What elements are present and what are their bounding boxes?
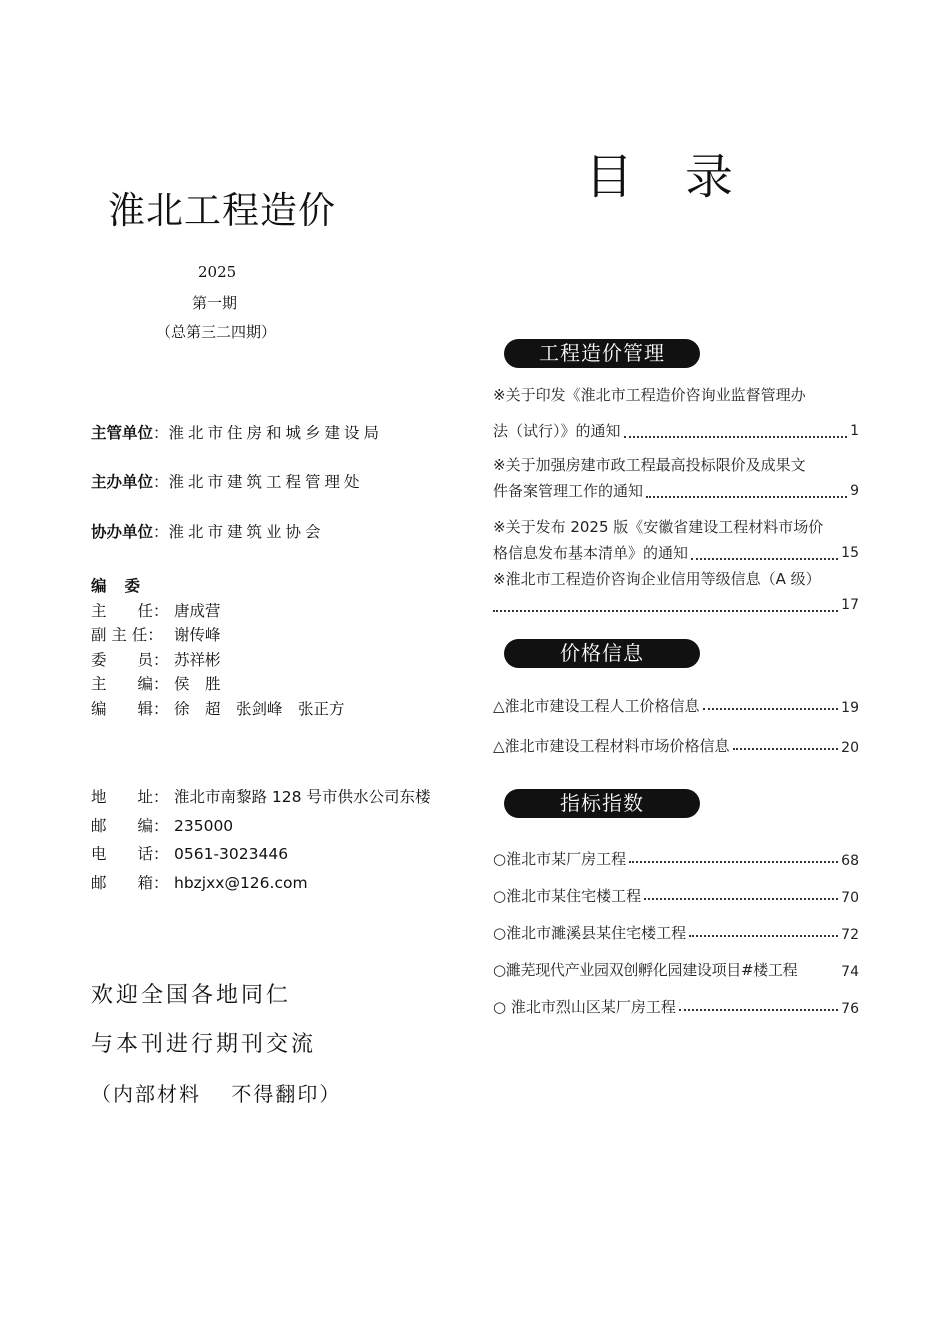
unit-row-co-organizer	[91, 520, 325, 542]
member-role: 主 编：	[91, 675, 169, 694]
toc-item-text: ○濉芜现代产业园双创孵化园建设项目#楼工程	[493, 961, 798, 979]
toc-item[interactable]	[493, 730, 859, 756]
contact-key: 邮 编：	[91, 816, 169, 835]
toc-item[interactable]	[493, 880, 859, 906]
toc-page-number: 17	[841, 597, 859, 613]
welcome-line-2: 与本刊进行期刊交流	[91, 1032, 317, 1057]
unit-label: 主管单位	[91, 424, 154, 442]
toc-leader	[691, 558, 838, 560]
contact-postcode	[91, 812, 430, 841]
contact-info	[91, 783, 430, 897]
member-name: 谢传峰	[174, 626, 221, 645]
section-heading-cost-management: 工程造价管理	[504, 339, 700, 368]
editorial-member	[91, 623, 345, 648]
toc-page-number: 72	[841, 927, 859, 943]
toc-item[interactable]	[493, 843, 859, 869]
editorial-member	[91, 599, 345, 624]
toc-item-text: ※淮北市工程造价咨询企业信用等级信息（A 级）	[493, 570, 821, 588]
issue-year: 2025	[198, 263, 237, 281]
contact-value: hbzjxx@126.com	[174, 873, 308, 892]
toc-item[interactable]	[493, 954, 859, 980]
toc-page-number: 19	[841, 700, 859, 716]
toc-leader	[493, 610, 838, 612]
member-role: 编 辑：	[91, 699, 169, 718]
member-name: 侯 胜	[174, 675, 221, 694]
toc-page-number: 1	[850, 423, 859, 439]
toc-item[interactable]	[493, 452, 859, 504]
toc-leader	[679, 1009, 838, 1011]
toc-item-text: ※关于加强房建市政工程最高投标限价及成果文	[493, 456, 806, 474]
toc-section-indices	[493, 843, 859, 1017]
unit-label: 协办单位	[91, 523, 154, 541]
toc-item[interactable]	[493, 991, 859, 1017]
magazine-title: 淮北工程造价	[108, 189, 336, 232]
editorial-member	[91, 648, 345, 673]
toc-page-number: 74	[841, 964, 859, 980]
toc-leader	[624, 436, 848, 438]
toc-section-cost-management	[493, 382, 859, 618]
toc-item-text: ○淮北市某住宅楼工程	[493, 887, 642, 905]
toc-page-number: 15	[841, 545, 859, 561]
editorial-member	[91, 697, 345, 722]
toc-page-number: 68	[841, 853, 859, 869]
unit-label: 主办单位	[91, 473, 154, 491]
unit-value: 淮北市建筑工程管理处	[168, 473, 364, 491]
member-name: 徐 超 张剑峰 张正方	[174, 699, 345, 718]
toc-item-text: ※关于印发《淮北市工程造价咨询业监督管理办	[493, 386, 806, 404]
editorial-board	[91, 574, 345, 722]
toc-page-number: 70	[841, 890, 859, 906]
welcome-line-1: 欢迎全国各地同仁	[91, 983, 292, 1008]
unit-separator: ：	[153, 523, 169, 541]
toc-item[interactable]	[493, 514, 859, 566]
toc-leader	[733, 748, 839, 750]
welcome-line-3: （内部材料 不得翻印）	[91, 1082, 342, 1106]
toc-item-text: ○ 淮北市烈山区某厂房工程	[493, 998, 676, 1016]
unit-value: 淮北市住房和城乡建设局	[168, 424, 384, 442]
total-issue-number: （总第三二四期）	[156, 323, 277, 341]
contact-key: 邮 箱：	[91, 873, 169, 892]
member-name: 苏祥彬	[174, 650, 221, 669]
unit-row-supervisor	[91, 421, 383, 443]
section-heading-price-info: 价格信息	[504, 639, 700, 668]
toc-item-text: ※关于发布 2025 版《安徽省建设工程材料市场价	[493, 518, 824, 536]
toc-title: 目录	[585, 149, 786, 205]
member-role: 委 员：	[91, 650, 169, 669]
member-name: 唐成营	[174, 601, 221, 620]
toc-item-text: 格信息发布基本清单》的通知	[493, 544, 689, 562]
contact-phone	[91, 840, 430, 869]
toc-item-text: ○淮北市某厂房工程	[493, 850, 627, 868]
toc-item[interactable]	[493, 382, 859, 444]
toc-leader	[644, 898, 838, 900]
toc-item-text: ○淮北市濉溪县某住宅楼工程	[493, 924, 687, 942]
toc-page-number: 20	[841, 740, 859, 756]
toc-leader	[689, 935, 838, 937]
toc-item[interactable]	[493, 917, 859, 943]
toc-page-number: 9	[850, 483, 859, 499]
contact-address	[91, 783, 430, 812]
toc-item-text: 件备案管理工作的通知	[493, 482, 644, 500]
toc-leader	[629, 861, 838, 863]
contact-email	[91, 869, 430, 898]
member-role: 副 主 任：	[91, 626, 163, 645]
contact-value: 235000	[174, 816, 234, 835]
toc-item[interactable]	[493, 566, 859, 618]
section-heading-indices: 指标指数	[504, 789, 700, 818]
contact-key: 电 话：	[91, 845, 169, 863]
toc-page-number: 76	[841, 1001, 859, 1017]
unit-row-sponsor	[91, 470, 364, 492]
toc-section-price-info	[493, 690, 859, 756]
editorial-member	[91, 672, 345, 697]
toc-item-text: △淮北市建设工程人工价格信息	[493, 697, 700, 715]
unit-value: 淮北市建筑业协会	[168, 523, 325, 541]
toc-leader	[646, 496, 847, 498]
contact-value: 0561-3023446	[174, 845, 289, 863]
unit-separator: ：	[153, 473, 169, 491]
issue-number: 第一期	[192, 294, 238, 312]
toc-item[interactable]	[493, 690, 859, 716]
toc-leader	[703, 708, 839, 710]
toc-item-text: 法（试行）》的通知	[493, 422, 621, 440]
contact-key: 地 址：	[91, 788, 169, 806]
editorial-heading: 编委	[91, 577, 159, 595]
contact-value: 淮北市南黎路 128 号市供水公司东楼	[174, 788, 431, 806]
unit-separator: ：	[153, 424, 169, 442]
member-role: 主 任：	[91, 601, 169, 620]
toc-item-text: △淮北市建设工程材料市场价格信息	[493, 737, 730, 755]
